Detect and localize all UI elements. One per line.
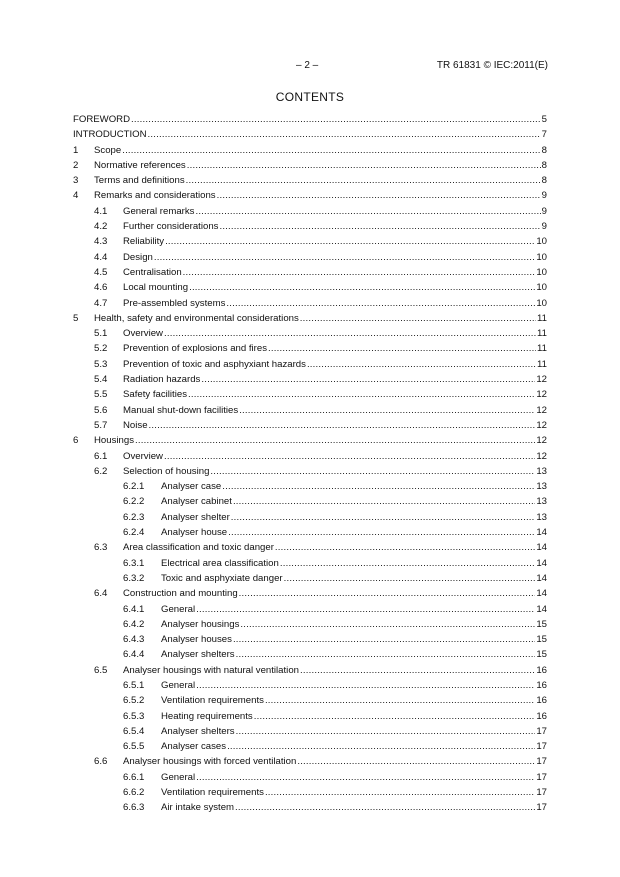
- toc-entry-number: 6.3.1: [123, 557, 145, 569]
- toc-entry[interactable]: [73, 418, 547, 433]
- toc-entry-number: 3: [73, 175, 79, 187]
- dot-leader: [164, 449, 535, 464]
- toc-entry-title: Air intake system: [161, 802, 235, 814]
- toc-entry-number: 5.3: [94, 358, 108, 370]
- toc-entry-page: 10: [536, 236, 547, 248]
- toc-entry-number: 5.1: [94, 328, 108, 340]
- toc-entry-number: 4.7: [94, 297, 108, 309]
- toc-entry-title: General: [161, 771, 196, 783]
- dot-leader: [236, 724, 536, 739]
- dot-leader: [154, 250, 535, 265]
- toc-entry[interactable]: [73, 556, 547, 571]
- toc-entry[interactable]: [73, 143, 547, 158]
- toc-entry-title: Remarks and considerations: [94, 190, 216, 202]
- toc-entry-number: 5.2: [94, 343, 108, 355]
- dot-leader: [265, 693, 535, 708]
- toc-entry-page: 14: [536, 557, 547, 569]
- dot-leader: [195, 204, 540, 219]
- toc-entry-title: Analyser housings with natural ventilation: [123, 664, 299, 676]
- toc-entry-page: 9: [541, 221, 547, 233]
- toc-entry-number: 5.7: [94, 419, 108, 431]
- dot-leader: [254, 709, 536, 724]
- toc-entry-page: 14: [536, 603, 547, 615]
- toc-entry-title: Prevention of toxic and asphyxiant hazards: [123, 358, 306, 370]
- toc-entry-number: 4.3: [94, 236, 108, 248]
- dot-leader: [233, 632, 535, 647]
- toc-entry-page: 10: [536, 251, 547, 263]
- dot-leader: [228, 525, 535, 540]
- dot-leader: [122, 143, 540, 158]
- dot-leader: [275, 540, 535, 555]
- toc-entry-page: 11: [537, 312, 547, 324]
- toc-entry-number: 6.6.2: [123, 787, 145, 799]
- toc-entry-page: 15: [536, 618, 547, 630]
- toc-entry-title: Reliability: [123, 236, 165, 248]
- toc-entry[interactable]: [73, 724, 547, 739]
- toc-entry-number: 4.1: [94, 205, 108, 217]
- dot-leader: [210, 464, 535, 479]
- toc-entry-page: 12: [536, 450, 547, 462]
- toc-entry-title: Normative references: [94, 159, 186, 171]
- toc-entry-title: Area classification and toxic danger: [123, 542, 274, 554]
- toc-entry-page: 11: [537, 328, 547, 340]
- toc-entry[interactable]: [73, 586, 547, 601]
- toc-entry[interactable]: [73, 357, 547, 372]
- toc-entry-number: 6.5.3: [123, 710, 145, 722]
- toc-entry-page: 16: [536, 710, 547, 722]
- toc-entry[interactable]: [73, 449, 547, 464]
- toc-entry-title: Housings: [94, 435, 134, 447]
- toc-entry-title: FOREWORD: [73, 114, 131, 125]
- toc-entry-number: 5.6: [94, 404, 108, 416]
- toc-entry-title: Analyser house: [161, 527, 228, 539]
- toc-entry-page: 10: [536, 266, 547, 278]
- toc-entry[interactable]: [73, 678, 547, 693]
- toc-entry-title: Centralisation: [123, 266, 182, 278]
- toc-entry[interactable]: [73, 739, 547, 754]
- toc-entry-number: 4.5: [94, 266, 108, 278]
- toc-entry-title: Prevention of explosions and fires: [123, 343, 267, 355]
- toc-entry-page: 16: [536, 664, 547, 676]
- toc-entry[interactable]: [73, 510, 547, 525]
- dot-leader: [297, 754, 535, 769]
- dot-leader: [227, 739, 535, 754]
- dot-leader: [164, 326, 536, 341]
- toc-entry-page: 14: [536, 542, 547, 554]
- toc-entry-title: Analyser case: [161, 481, 222, 493]
- toc-entry-title: Manual shut-down facilities: [123, 404, 239, 416]
- toc-entry-page: 17: [536, 725, 547, 737]
- toc-entry[interactable]: [73, 709, 547, 724]
- toc-entry[interactable]: [73, 770, 547, 785]
- table-of-contents: [73, 112, 547, 816]
- toc-entry-page: 17: [536, 802, 547, 814]
- toc-entry-page: 13: [536, 496, 547, 508]
- toc-entry-page: 12: [536, 435, 547, 447]
- toc-entry-page: 16: [536, 679, 547, 691]
- toc-entry-title: Analyser shelter: [161, 511, 230, 523]
- toc-entry-page: 11: [537, 358, 547, 370]
- toc-entry[interactable]: [73, 632, 547, 647]
- toc-entry-page: 11: [537, 343, 547, 355]
- toc-entry-page: 17: [536, 771, 547, 783]
- toc-entry-number: 6.3: [94, 542, 108, 554]
- toc-entry-title: Ventilation requirements: [161, 695, 264, 707]
- toc-entry-page: 15: [536, 634, 547, 646]
- toc-entry-title: Analyser shelters: [161, 725, 235, 737]
- toc-entry[interactable]: [73, 234, 547, 249]
- dot-leader: [236, 647, 536, 662]
- toc-entry[interactable]: [73, 250, 547, 265]
- toc-entry-page: 14: [536, 588, 547, 600]
- toc-entry-title: Analyser housings: [161, 618, 240, 630]
- dot-leader: [188, 387, 535, 402]
- toc-entry-page: 5: [541, 114, 547, 125]
- dot-leader: [300, 663, 535, 678]
- toc-entry[interactable]: [73, 479, 547, 494]
- dot-leader: [280, 556, 535, 571]
- dot-leader: [300, 311, 536, 326]
- toc-entry[interactable]: [73, 433, 547, 448]
- toc-entry-page: 13: [536, 465, 547, 477]
- toc-entry[interactable]: [73, 540, 547, 555]
- dot-leader: [201, 372, 535, 387]
- toc-entry-title: Analyser shelters: [161, 649, 235, 661]
- toc-entry[interactable]: [73, 173, 547, 188]
- toc-entry-title: General remarks: [123, 205, 195, 217]
- toc-entry-number: 6.5.1: [123, 679, 145, 691]
- toc-entry-title: Ventilation requirements: [161, 787, 264, 799]
- toc-entry-page: 13: [536, 511, 547, 523]
- toc-entry[interactable]: [73, 693, 547, 708]
- toc-entry-number: 2: [73, 159, 79, 171]
- dot-leader: [131, 112, 541, 127]
- toc-entry-title: Electrical area classification: [161, 557, 279, 569]
- dot-leader: [239, 586, 536, 601]
- toc-entry-number: 5.5: [94, 389, 108, 401]
- toc-entry-number: 6.1: [94, 450, 108, 462]
- toc-entry-page: 7: [541, 129, 547, 141]
- toc-entry[interactable]: [73, 158, 547, 173]
- toc-entry-title: Heating requirements: [161, 710, 253, 722]
- toc-entry-page: 10: [536, 282, 547, 294]
- toc-entry[interactable]: [73, 754, 547, 769]
- toc-entry-page: 12: [536, 404, 547, 416]
- toc-entry-number: 6.2.4: [123, 527, 145, 539]
- dot-leader: [186, 173, 541, 188]
- toc-entry[interactable]: [73, 785, 547, 800]
- toc-entry-page: 17: [536, 741, 547, 753]
- toc-entry-title: Scope: [94, 144, 122, 156]
- dot-leader: [239, 403, 535, 418]
- toc-entry[interactable]: [73, 617, 547, 632]
- toc-entry-page: 12: [536, 389, 547, 401]
- toc-entry-number: 6.2: [94, 465, 108, 477]
- dot-leader: [196, 770, 535, 785]
- toc-entry-title: Terms and definitions: [94, 175, 185, 187]
- toc-entry-title: INTRODUCTION: [73, 129, 147, 141]
- toc-entry-page: 14: [536, 572, 547, 584]
- dot-leader: [219, 219, 540, 234]
- toc-entry-number: 6.6.1: [123, 771, 145, 783]
- dot-leader: [226, 296, 535, 311]
- toc-entry-title: Selection of housing: [123, 465, 210, 477]
- toc-entry-number: 6.2.3: [123, 511, 145, 523]
- toc-entry[interactable]: [73, 311, 547, 326]
- toc-entry-number: 6.2.2: [123, 496, 145, 508]
- toc-entry-title: Overview: [123, 328, 163, 340]
- document-reference: TR 61831 © IEC:2011(E): [436, 60, 548, 71]
- dot-leader: [235, 800, 535, 815]
- toc-entry-page: 10: [536, 297, 547, 309]
- toc-entry[interactable]: [73, 464, 547, 479]
- dot-leader: [268, 341, 536, 356]
- toc-entry-title: Toxic and asphyxiate danger: [161, 572, 283, 584]
- toc-entry[interactable]: [73, 326, 547, 341]
- toc-entry-title: General: [161, 603, 196, 615]
- dot-leader: [233, 494, 535, 509]
- toc-entry[interactable]: [73, 387, 547, 402]
- toc-entry-number: 6.5.5: [123, 741, 145, 753]
- toc-entry[interactable]: [73, 112, 547, 127]
- toc-entry-number: 6.5.4: [123, 725, 145, 737]
- toc-entry[interactable]: [73, 571, 547, 586]
- toc-entry-page: 17: [536, 787, 547, 799]
- toc-entry[interactable]: [73, 372, 547, 387]
- toc-entry-page: 8: [541, 144, 547, 156]
- toc-entry-title: Radiation hazards: [123, 374, 201, 386]
- toc-entry-number: 6.5.2: [123, 695, 145, 707]
- dot-leader: [149, 418, 536, 433]
- toc-entry-title: Local mounting: [123, 282, 189, 294]
- toc-entry-title: Safety facilities: [123, 389, 187, 401]
- toc-entry-title: Further considerations: [123, 221, 219, 233]
- toc-entry-title: Overview: [123, 450, 163, 462]
- dot-leader: [240, 617, 535, 632]
- dot-leader: [217, 188, 541, 203]
- toc-entry-page: 9: [541, 190, 547, 202]
- toc-entry[interactable]: [73, 127, 547, 142]
- toc-entry-page: 12: [536, 419, 547, 431]
- toc-entry-page: 15: [536, 649, 547, 661]
- toc-entry-number: 6.3.2: [123, 572, 145, 584]
- toc-entry-number: 4.6: [94, 282, 108, 294]
- toc-entry-page: 8: [541, 175, 547, 187]
- page-title: CONTENTS: [275, 90, 345, 104]
- dot-leader: [222, 479, 535, 494]
- dot-leader: [196, 602, 535, 617]
- toc-entry[interactable]: [73, 602, 547, 617]
- dot-leader: [189, 280, 535, 295]
- toc-entry[interactable]: [73, 280, 547, 295]
- toc-entry[interactable]: [73, 204, 547, 219]
- toc-entry-number: 6.4: [94, 588, 108, 600]
- toc-entry-title: Construction and mounting: [123, 588, 238, 600]
- toc-entry-title: Pre-assembled systems: [123, 297, 226, 309]
- toc-entry[interactable]: [73, 188, 547, 203]
- toc-entry-number: 4.4: [94, 251, 108, 263]
- toc-entry[interactable]: [73, 663, 547, 678]
- toc-entry-page: 8: [541, 159, 547, 171]
- toc-entry-page: 16: [536, 695, 547, 707]
- toc-entry-number: 5: [73, 312, 79, 324]
- toc-entry-number: 6.6: [94, 756, 108, 768]
- dot-leader: [307, 357, 536, 372]
- dot-leader: [148, 127, 541, 142]
- toc-entry-title: Noise: [123, 419, 148, 431]
- toc-entry-page: 13: [536, 481, 547, 493]
- toc-entry[interactable]: [73, 800, 547, 815]
- toc-entry-number: 6.6.3: [123, 802, 145, 814]
- toc-entry[interactable]: [73, 647, 547, 662]
- toc-entry-title: Analyser houses: [161, 634, 232, 646]
- toc-entry-page: 17: [536, 756, 547, 768]
- dot-leader: [196, 678, 535, 693]
- dot-leader: [165, 234, 535, 249]
- toc-entry-number: 6.4.3: [123, 634, 145, 646]
- toc-entry-number: 5.4: [94, 374, 108, 386]
- dot-leader: [284, 571, 536, 586]
- toc-entry[interactable]: [73, 341, 547, 356]
- toc-entry-number: 6.4.4: [123, 649, 145, 661]
- toc-entry-number: 6.2.1: [123, 481, 145, 493]
- dot-leader: [135, 433, 535, 448]
- page-number: – 2 –: [296, 60, 319, 71]
- dot-leader: [231, 510, 536, 525]
- toc-entry[interactable]: [73, 494, 547, 509]
- dot-leader: [183, 265, 536, 280]
- toc-entry-page: 14: [536, 527, 547, 539]
- toc-entry[interactable]: [73, 265, 547, 280]
- toc-entry-title: Analyser cabinet: [161, 496, 232, 508]
- toc-entry-number: 1: [73, 144, 79, 156]
- toc-entry-title: Design: [123, 251, 153, 263]
- toc-entry-number: 4.2: [94, 221, 108, 233]
- toc-entry-number: 6: [73, 435, 79, 447]
- toc-entry-number: 6.5: [94, 664, 108, 676]
- dot-leader: [187, 158, 541, 173]
- toc-entry-page: 12: [536, 374, 547, 386]
- toc-entry-title: Analyser cases: [161, 741, 227, 753]
- toc-entry[interactable]: [73, 219, 547, 234]
- toc-entry[interactable]: [73, 296, 547, 311]
- toc-entry-title: Analyser housings with forced ventilation: [123, 756, 297, 768]
- toc-entry-title: Health, safety and environmental considerations: [94, 312, 299, 324]
- toc-entry[interactable]: [73, 403, 547, 418]
- toc-entry-page: 9: [541, 205, 547, 217]
- dot-leader: [265, 785, 535, 800]
- toc-entry-number: 4: [73, 190, 79, 202]
- toc-entry-number: 6.4.2: [123, 618, 145, 630]
- toc-entry[interactable]: [73, 525, 547, 540]
- toc-entry-title: General: [161, 679, 196, 691]
- toc-entry-number: 6.4.1: [123, 603, 145, 615]
